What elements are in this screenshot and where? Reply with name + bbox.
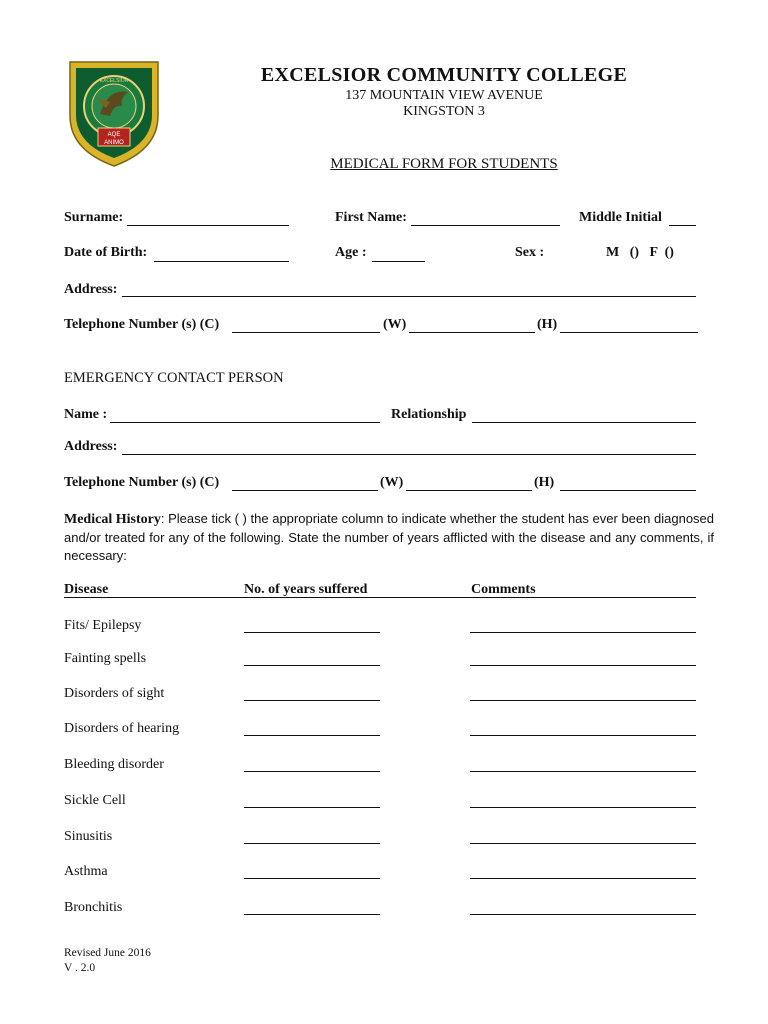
college-name: EXCELSIOR COMMUNITY COLLEGE	[260, 64, 628, 86]
medical-history-instructions	[64, 510, 714, 565]
years-suffered-field[interactable]	[244, 632, 380, 633]
disease-label: Asthma	[64, 864, 108, 879]
address-field[interactable]	[122, 296, 696, 297]
comments-field[interactable]	[470, 632, 696, 633]
relationship-label: Relationship	[391, 407, 467, 422]
telephone-home-field[interactable]	[560, 332, 698, 333]
emergency-address-label: Address:	[64, 439, 118, 454]
comments-field[interactable]	[470, 807, 696, 808]
dob-field[interactable]	[154, 261, 289, 262]
emergency-telephone-home-field[interactable]	[560, 490, 696, 491]
disease-label: Disorders of hearing	[64, 721, 180, 736]
emergency-telephone-work-field[interactable]	[406, 490, 532, 491]
address-line-1: 137 MOUNTAIN VIEW AVENUE	[345, 88, 543, 103]
years-suffered-field[interactable]	[244, 878, 380, 879]
comments-field[interactable]	[470, 878, 696, 879]
disease-label: Fainting spells	[64, 651, 147, 666]
version: V . 2.0	[64, 962, 96, 974]
telephone-home-label: (H)	[537, 317, 558, 332]
surname-label: Surname:	[64, 210, 124, 225]
comments-field[interactable]	[470, 771, 696, 772]
middle-initial-label: Middle Initial	[579, 210, 662, 225]
dob-label: Date of Birth:	[64, 245, 148, 260]
disease-label: Fits/ Epilepsy	[64, 618, 142, 633]
comments-field[interactable]	[470, 914, 696, 915]
address-line-2: KINGSTON 3	[403, 104, 485, 119]
comments-field[interactable]	[470, 700, 696, 701]
telephone-label: Telephone Number (s) (C)	[64, 317, 220, 332]
relationship-field[interactable]	[472, 422, 696, 423]
medical-history-label: Medical History	[64, 512, 161, 527]
years-suffered-field[interactable]	[244, 665, 380, 666]
emergency-telephone-cell-field[interactable]	[232, 490, 378, 491]
sex-options[interactable]: M () F ()	[606, 245, 674, 260]
first-name-field[interactable]	[411, 225, 560, 226]
disease-label: Sinusitis	[64, 829, 113, 844]
comments-field[interactable]	[470, 735, 696, 736]
disease-label: Bronchitis	[64, 900, 123, 915]
comments-field[interactable]	[470, 665, 696, 666]
col-disease-header: Disease	[64, 582, 109, 597]
form-title	[0, 156, 768, 173]
medical-history-text: : Please tick ( ) the appropriate column to indicate whether the student has ever been diagnosed and/or treated for any of the following. State the number of years afflicted with the disease and any comments, if necessary:	[64, 511, 715, 563]
col-years-header: No. of years suffered	[244, 582, 368, 597]
telephone-work-label: (W)	[383, 317, 407, 332]
emergency-name-field[interactable]	[110, 422, 380, 423]
years-suffered-field[interactable]	[244, 735, 380, 736]
years-suffered-field[interactable]	[244, 807, 380, 808]
emergency-address-field[interactable]	[122, 454, 696, 455]
comments-field[interactable]	[470, 843, 696, 844]
table-header-rule	[64, 597, 696, 598]
telephone-cell-field[interactable]	[232, 332, 380, 333]
emergency-name-label: Name :	[64, 407, 108, 422]
years-suffered-field[interactable]	[244, 771, 380, 772]
emergency-heading: EMERGENCY CONTACT PERSON	[64, 370, 284, 386]
disease-label: Disorders of sight	[64, 686, 165, 701]
col-comments-header: Comments	[471, 582, 536, 597]
crest-ring-text: EXCELSIOR	[99, 78, 129, 84]
sex-label: Sex :	[515, 245, 545, 260]
disease-label: Sickle Cell	[64, 793, 126, 808]
age-label: Age :	[335, 245, 367, 260]
surname-field[interactable]	[127, 225, 289, 226]
years-suffered-field[interactable]	[244, 843, 380, 844]
crest-motto-1: AQE	[107, 132, 121, 138]
first-name-label: First Name:	[335, 210, 407, 225]
emergency-telephone-work-label: (W)	[380, 475, 404, 490]
age-field[interactable]	[372, 261, 425, 262]
emergency-telephone-label: Telephone Number (s) (C)	[64, 475, 220, 490]
form-title-text: MEDICAL FORM FOR STUDENTS	[330, 156, 558, 172]
years-suffered-field[interactable]	[244, 700, 380, 701]
middle-initial-field[interactable]	[669, 225, 696, 226]
crest-motto-2: ANIMO	[104, 140, 124, 146]
years-suffered-field[interactable]	[244, 914, 380, 915]
revised-date: Revised June 2016	[64, 947, 151, 959]
disease-label: Bleeding disorder	[64, 757, 164, 772]
address-label: Address:	[64, 282, 118, 297]
telephone-work-field[interactable]	[409, 332, 535, 333]
emergency-telephone-home-label: (H)	[534, 475, 555, 490]
